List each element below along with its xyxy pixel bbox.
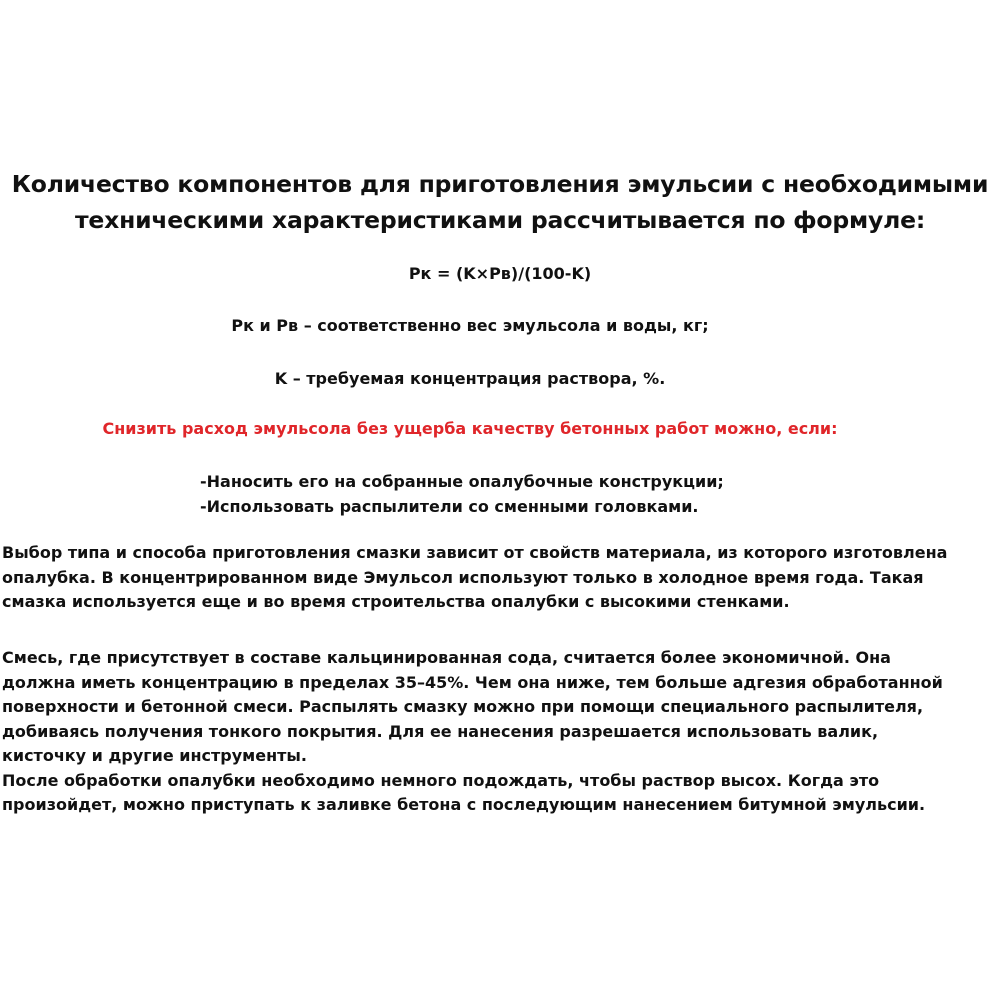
tip-item: -Использовать распылители со сменными головками. [200,497,699,516]
paragraph-line: добиваясь получения тонкого покрытия. Для ее нанесения разрешается использовать валик, [2,721,879,741]
paragraph-line: опалубка. В концентрированном виде Эмульсол используют только в холодное время года. Такая [2,567,924,587]
paragraph-line: Выбор типа и способа приготовления смазки зависит от свойств материала, из которого изготовлена [2,543,948,562]
title-line-1: Количество компонентов для приготовления эмульсии с необходимыми [11,170,989,198]
definition-weights: Pк и Pв – соответственно вес эмульсола и воды, кг; [231,316,709,335]
paragraph-line: произойдет, можно приступать к заливке бетона с последующим нанесением битумной эмульсии. [2,795,926,814]
paragraph-line: должна иметь концентрацию в пределах 35–45%. Чем она ниже, тем больше адгезия обработанной [2,672,943,692]
definition-concentration: K – требуемая концентрация раствора, %. [274,369,666,388]
paragraph-line: поверхности и бетонной смеси. Распылять смазку можно при помощи специального распылителя, [2,697,924,716]
page-title [0,166,1000,238]
tips-list [200,469,960,519]
title-line-2: техническими характеристиками рассчитывается по формуле: [74,206,926,234]
paragraph-line: смазка используется еще и во время строительства опалубки с высокими стенками. [2,592,790,611]
paragraph-line: кисточку и другие инструменты. [2,746,307,765]
paragraph-soda-mixture [2,646,998,818]
paragraph-lubricant-choice [2,541,998,615]
tip-item: -Наносить его на собранные опалубочные конструкции; [200,472,724,491]
warning-heading: Снизить расход эмульсола без ущерба качеству бетонных работ можно, если: [102,419,838,438]
paragraph-line: Смесь, где присутствует в составе кальцинированная сода, считается более экономичной. Она [2,648,891,667]
formula: Pк = (K×Pв)/(100-K) [408,264,592,283]
paragraph-line: После обработки опалубки необходимо немного подождать, чтобы раствор высох. Когда это [2,770,880,790]
